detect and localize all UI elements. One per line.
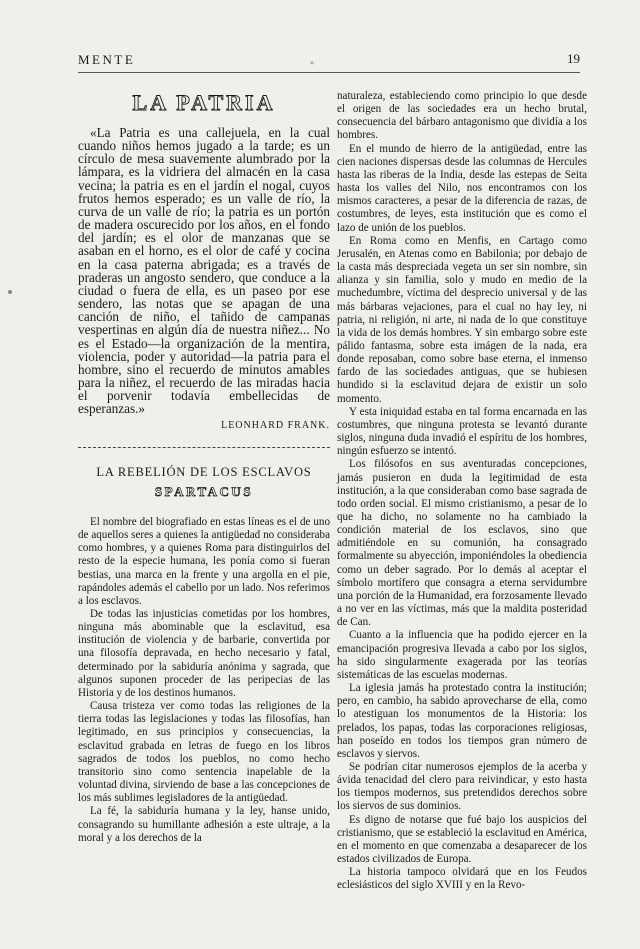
paragraph: La iglesia jamás ha protestado contra la institución; pero, en cambio, ha sabido aprovecharse de ella, como lo atestiguan los monumentos de la Historia: los prelados, los papas, todas las corporaciones religiosas, han poseído en todos los tiempos gran número de esclavos y siervos.	[337, 682, 587, 760]
paragraph: Los filósofos en sus aventuradas concepciones, jamás pusieron en duda la legitimidad de esta institución, a la que consideraban como base sagrada de todo orden social. El mismo cristianismo, a pesar de lo que ha dicho, no solamente no ha cambiado la condición material de los esclavos, sino que admitiéndole en su comunión, ha consagrado formalmente su abyección, imponiéndoles la obediencia como un deber sagrado. Por lo demás al aceptar el símbolo mortífero que consagra a eterna servidumbre una porción de la Humanidad, era forzosamente llevado a no ver en las víctimas, más que la maldita posteridad de Can.	[337, 458, 587, 629]
paragraph: La fé, la sabiduría humana y la ley, hanse unido, consagrando su humillante adhesión a este ultraje, a la moral y a los derechos de la	[78, 805, 330, 844]
article2-title: LA REBELIÓN DE LOS ESCLAVOS	[96, 464, 312, 479]
paragraph: Se podrían citar numerosos ejemplos de la acerba y ávida tenacidad del clero para reivindicar, y esto hasta los tiempos modernos, sus pretendidos derechos sobre los siervos de sus dominios.	[337, 760, 587, 813]
paragraph: Es digno de notarse que fué bajo los auspicios del cristianismo, que se estableció la esclavitud en América, en el momento en que comenzaba a desaparecer de los estados civilizados de Europa.	[337, 813, 587, 866]
header-mark: »	[310, 58, 314, 67]
running-header	[78, 52, 580, 73]
paragraph: Causa tristeza ver como todas las religiones de la tierra todas las legislaciones y todas las filosofías, han legitimado, en sus principios y consecuencias, la esclavitud grabada en letras de fuego en los libros sagrados de todos los pueblos, no como hecho transitorio sino como sentencia inapelable de la voluntad divina, sirviendo de base a las concepciones de los más sublimes legisladores de la antigüedad.	[78, 700, 330, 805]
paragraph: En el mundo de hierro de la antigüedad, entre las cien naciones dispersas desde las columnas de Hercules hasta las riberas de la India, desde las estepas de Seita hasta los valles del Nilo, nos encontramos con los mismos caracteres, a pesar de la diferencia de razas, de costumbres, de leyes, esta institución que es como el lazo de unión de los pueblos.	[337, 142, 587, 234]
article1-author: LEONHARD FRANK.	[221, 420, 330, 432]
section-divider	[78, 447, 330, 448]
left-column	[78, 90, 330, 845]
article2-subtitle: SPARTACUS	[154, 483, 254, 499]
paragraph-continuation: naturaleza, estableciendo como principio lo que desde el origen de las sociedades era un hecho brutal, consecuencia del bárbaro antagonismo que dividía a los hombres.	[337, 90, 587, 142]
article1-title: LA PATRIA	[132, 90, 276, 115]
paragraph: Y esta iniquidad estaba en tal forma encarnada en las costumbres, que ninguna protesta se levantó durante siglos, ninguna duda invadió el espíritu de los hombres, ningún esfuerzo se intentó.	[337, 405, 587, 458]
right-column	[337, 90, 587, 893]
journal-title: MENTE	[78, 52, 136, 67]
margin-speck	[8, 290, 12, 294]
paragraph: El nombre del biografiado en estas líneas es el de uno de aquellos seres a quienes la antigüedad no consideraba como hombres, y a quienes Roma para distinguirlos del resto de la especie humana, les ponía como si fueran bestias, una marca en la frente y una argolla en el pie, rapándoles además el cabello por un lado. Nos referimos a los esclavos.	[78, 515, 330, 607]
paragraph: La historia tampoco olvidará que en los Feudos eclesiásticos del siglo XVIII y en la Revo-	[337, 866, 587, 892]
paragraph: De todas las injusticias cometidas por los hombres, ninguna más abominable que la esclavitud, esa institución de violencia y de barbarie, convertida por una filosofía depravada, en hecho necesario y fatal, determinado por la sabiduría anónima y sagrada, que algunos suponen proceder de las peripecias de las Historia y de los destinos humanos.	[78, 608, 330, 699]
paragraph: Cuanto a la influencia que ha podido ejercer en la emancipación progresiva llevada a cabo por los siglos, ha sido singularmente exagerada por las teorías sistemáticas de las escuelas modernas.	[337, 629, 587, 681]
paragraph: En Roma como en Menfis, en Cartago como Jerusalén, en Atenas como en Babilonia; por debajo de la casta más despreciada vegeta un ser sin nombre, sin alianza y sin familia, solo y mudo en medio de la muchedumbre, víctima del desprecio universal y de las más bárbaras vejaciones, para el cual no hay ley, ni patria, ni religión, ni arte, ni nada de lo que constituye la vida de los demás hombres. Y sin embargo sobre este pálido fantasma, sobre esta imágen de la nada, era donde reposaban, como sobre base eterna, el inmenso fardo de las sociedades antiguas, que se hubiesen hundido si la esclavitud dejara de existir un solo momento.	[337, 234, 587, 405]
page-number: 19	[567, 51, 580, 66]
article1-body: «La Patria es una callejuela, en la cual cuando niños hemos jugado a la tarde; es un círculo de mesa suavemente alumbrado por la lámpara, es la vidriera del almacén en la casa vecina; la patria es en el jardín el nogal, cuyos frutos hemos esperado; es un valle de río, la curva de un valle de río; la patria es un portón de madera oscurecido por los años, en el fondo del jardín; es el olor de manzanas que se asaban en el horno, es el olor de café y cocina en la casa paterna abrigada; es a través de praderas un angosto sendero, que conduce a la ciudad o fuera de ella, es un paseo por ese sendero, las notas que se apagan de una canción de niño, el tañido de campanas vespertinas en algún día de nuestra niñez... No es el Estado—la organización de la mentira, violencia, poder y autoridad—la patria para el hombre, sino el recuerdo de minutos amables para la niñez, el recuerdo de las miradas hacia el porvenir todavía embellecidas de esperanzas.»	[78, 125, 330, 417]
